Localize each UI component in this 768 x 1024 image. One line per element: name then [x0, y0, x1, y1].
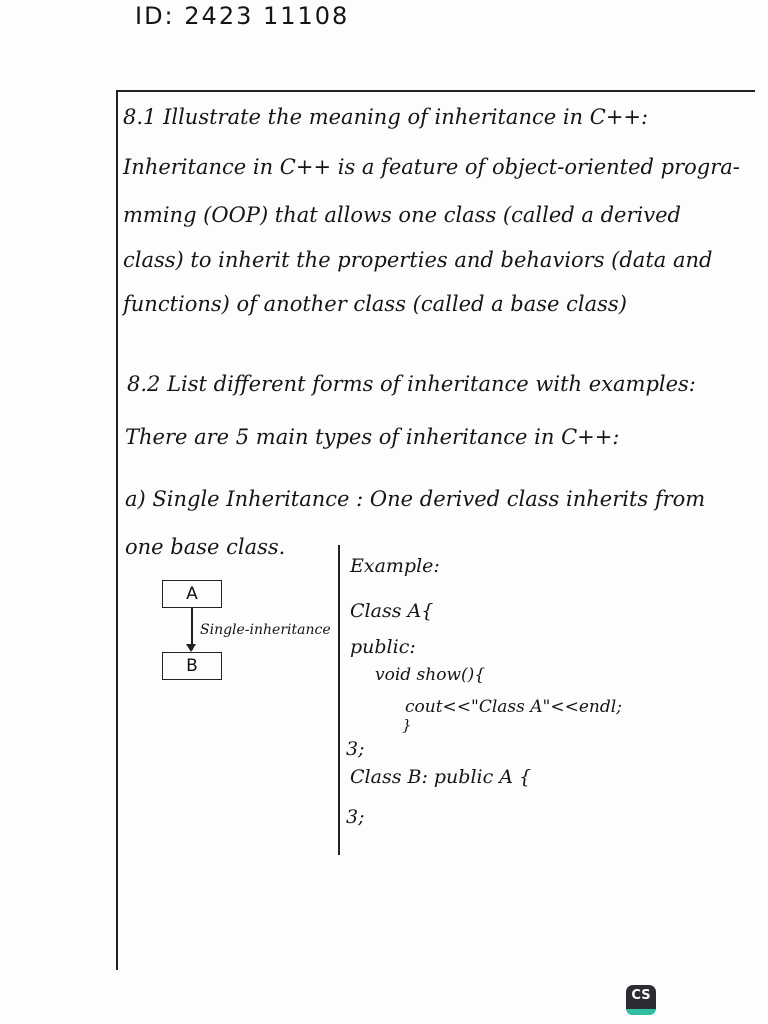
code-line-5: }: [402, 716, 412, 734]
q1-heading: 8.1 Illustrate the meaning of inheritance in C++:: [123, 105, 649, 129]
class-b-box: B: [162, 652, 222, 680]
single-inheritance-line-1: a) Single Inheritance : One derived class inherits from: [125, 487, 706, 511]
top-margin-rule: [117, 90, 755, 92]
logo-text: CS: [631, 988, 651, 1003]
arrow-label: Single-inheritance: [200, 622, 331, 638]
code-line-6: 3;: [346, 738, 365, 760]
code-line-7: Class B: public A {: [350, 766, 532, 788]
example-title: Example:: [350, 555, 440, 577]
code-line-4: cout<<"Class A"<<endl;: [405, 697, 622, 717]
q2-intro: There are 5 main types of inheritance in C++:: [125, 425, 620, 449]
q1-line-1: Inheritance in C++ is a feature of object-oriented progra-: [123, 155, 740, 179]
camscanner-logo-icon: [626, 985, 656, 1015]
code-line-8: 3;: [346, 806, 365, 828]
student-id: ID: 2423 11108: [135, 2, 350, 30]
example-divider: [338, 545, 340, 855]
arrow-head-icon: [186, 644, 196, 652]
class-a-box: A: [162, 580, 222, 608]
code-line-2: public:: [350, 636, 416, 658]
q1-line-2: mming (OOP) that allows one class (called a derived: [123, 203, 681, 227]
q1-line-4: functions) of another class (called a base class): [123, 292, 627, 316]
code-line-3: void show(){: [375, 665, 486, 685]
single-inheritance-line-2: one base class.: [125, 535, 286, 559]
q1-line-3: class) to inherit the properties and behaviors (data and: [123, 248, 713, 272]
q2-heading: 8.2 List different forms of inheritance with examples:: [127, 372, 696, 396]
code-line-1: Class A{: [350, 600, 434, 622]
left-margin-rule: [116, 90, 118, 970]
